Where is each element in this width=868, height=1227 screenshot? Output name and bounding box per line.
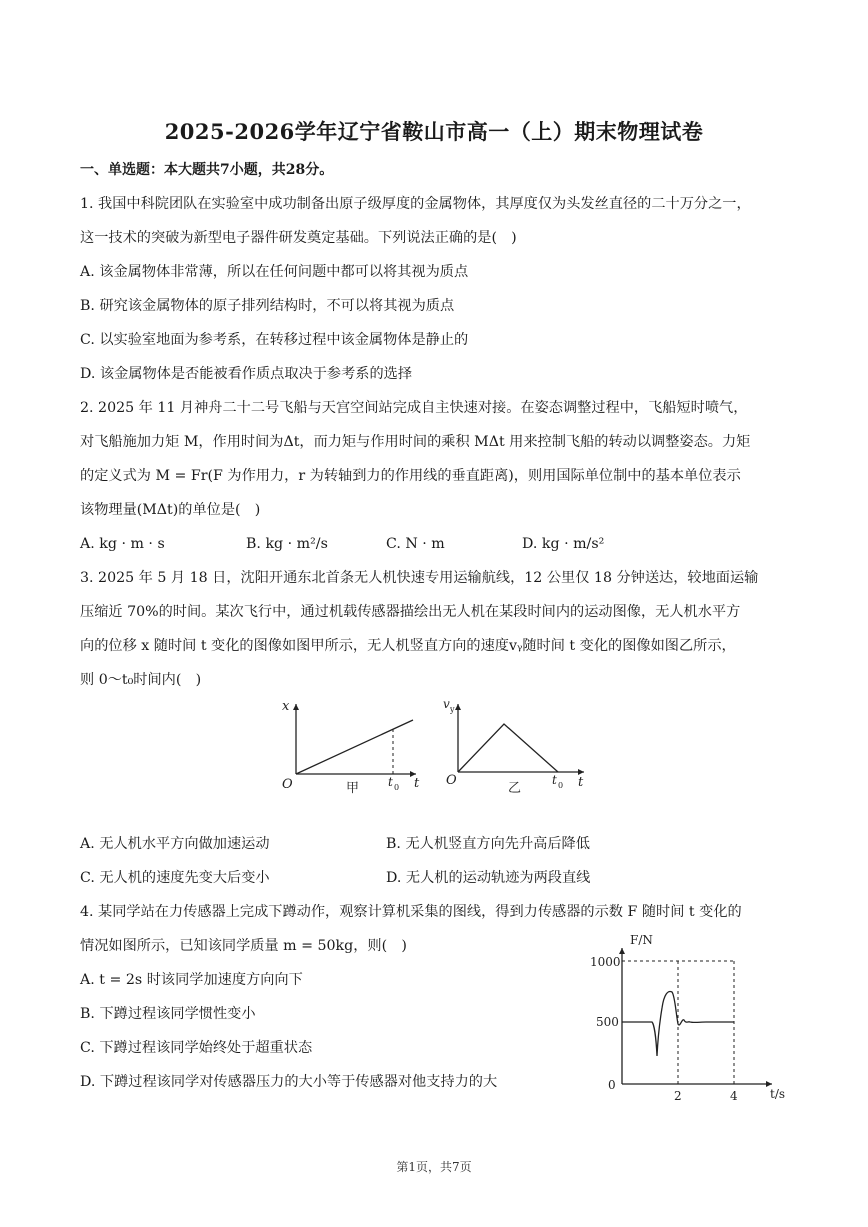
t0-tick-subscript: 0 — [394, 783, 400, 792]
q3-stem-line3: 向的位移 x 随时间 t 变化的图像如图甲所示，无人机竖直方向的速度vᵧ随时间 t 变化的图像如图乙所示， — [80, 638, 736, 654]
q3-option-b: B. 无人机竖直方向先升高后降低 — [386, 836, 590, 852]
page-footer: 第1页，共7页 — [396, 1160, 472, 1174]
y-axis-arrow — [455, 704, 461, 710]
displacement-line — [296, 720, 413, 774]
y-axis-subscript: y — [450, 705, 455, 714]
q2-stem-line1: 2. 2025 年 11 月神舟二十二号飞船与天宫空间站完成自主快速对接。在姿态调整过程中，飞船短时喷气， — [80, 400, 748, 416]
y-axis-label: F/N — [630, 933, 653, 947]
q3-option-c: C. 无人机的速度先变大后变小 — [80, 870, 270, 886]
q2-option-a: A. kg · m · s — [80, 536, 165, 552]
q1-option-d: D. 该金属物体是否能被看作质点取决于参考系的选择 — [80, 366, 413, 382]
q1-option-a: A. 该金属物体非常薄，所以在任何问题中都可以将其视为质点 — [80, 264, 469, 280]
y-axis-arrow — [293, 704, 299, 710]
x-tick-2: 2 — [674, 1089, 682, 1103]
q4-option-c: C. 下蹲过程该同学始终处于超重状态 — [80, 1040, 313, 1056]
q2-stem-line2: 对飞船施加力矩 M，作用时间为Δt，而力矩与作用时间的乘积 MΔt 用来控制飞船的转动以调整姿态。力矩 — [80, 434, 751, 450]
y-axis-label: x — [282, 699, 290, 714]
q4-stem-line1: 4. 某同学站在力传感器上完成下蹲动作，观察计算机采集的图线，得到力传感器的示数 F 随时间 t 变化的 — [80, 904, 742, 920]
section-heading: 一、单选题：本大题共7小题，共28分。 — [80, 162, 334, 178]
q4-option-d: D. 下蹲过程该同学对传感器压力的大小等于传感器对他支持力的大 — [80, 1074, 498, 1090]
y-axis-arrow — [619, 948, 625, 954]
y-tick-1000: 1000 — [590, 955, 621, 969]
page-title: 2025-2026学年辽宁省鞍山市高一（上）期末物理试卷 — [164, 119, 704, 144]
q2-option-d: D. kg · m/s² — [522, 536, 605, 552]
q2-stem-line4: 该物理量(MΔt)的单位是( ) — [80, 502, 261, 518]
q4-stem-line2: 情况如图所示，已知该同学质量 m = 50kg，则( ) — [80, 938, 407, 954]
q3-option-d: D. 无人机的运动轨迹为两段直线 — [386, 870, 591, 886]
q1-option-c: C. 以实验室地面为参考系，在转移过程中该金属物体是静止的 — [80, 332, 469, 348]
y-tick-0: 0 — [608, 1078, 616, 1092]
q4-option-a: A. t = 2s 时该同学加速度方向向下 — [80, 972, 303, 988]
t0-tick-subscript: 0 — [558, 781, 564, 790]
q2-option-c: C. N · m — [386, 536, 445, 552]
y-tick-500: 500 — [596, 1015, 619, 1029]
q3-stem-line4: 则 0～t₀时间内( ) — [80, 672, 202, 688]
q1-option-b: B. 研究该金属物体的原子排列结构时，不可以将其视为质点 — [80, 298, 455, 314]
q3-figure-yi — [436, 692, 591, 802]
x-axis-label: t — [414, 776, 420, 791]
figure-caption: 甲 — [346, 781, 360, 796]
velocity-line — [458, 724, 558, 772]
origin-label: O — [446, 773, 457, 788]
q3-stem-line1: 3. 2025 年 5 月 18 日，沈阳开通东北首条无人机快速专用运输航线，12 公里仅 18 分钟送达，较地面运输 — [80, 570, 759, 586]
origin-label: O — [282, 777, 293, 792]
q4-option-b: B. 下蹲过程该同学惯性变小 — [80, 1006, 256, 1022]
q3-stem-line2: 压缩近 70%的时间。某次飞行中，通过机载传感器描绘出无人机在某段时间内的运动图像，无人机水平方 — [80, 604, 741, 620]
q3-figure-jia — [276, 692, 426, 802]
figure-caption: 乙 — [508, 781, 522, 796]
x-axis-label: t — [578, 775, 584, 790]
q2-option-b: B. kg · m²/s — [246, 536, 328, 552]
t0-tick-label: t — [388, 775, 393, 789]
t0-tick-label: t — [552, 773, 557, 787]
q4-force-graph — [590, 928, 800, 1103]
q1-stem-line1: 1. 我国中科院团队在实验室中成功制备出原子级厚度的金属物体，其厚度仅为头发丝直径的二十万分之一， — [80, 196, 751, 212]
q2-stem-line3: 的定义式为 M = Fr(F 为作用力，r 为转轴到力的作用线的垂直距离)，则用国际单位制中的基本单位表示 — [80, 468, 741, 484]
q1-stem-line2: 这一技术的突破为新型电子器件研发奠定基础。下列说法正确的是( ) — [80, 230, 517, 246]
x-tick-4: 4 — [730, 1089, 738, 1103]
q3-option-a: A. 无人机水平方向做加速运动 — [80, 836, 270, 852]
y-axis-label: v — [443, 697, 450, 711]
x-axis-label: t/s — [770, 1087, 786, 1101]
